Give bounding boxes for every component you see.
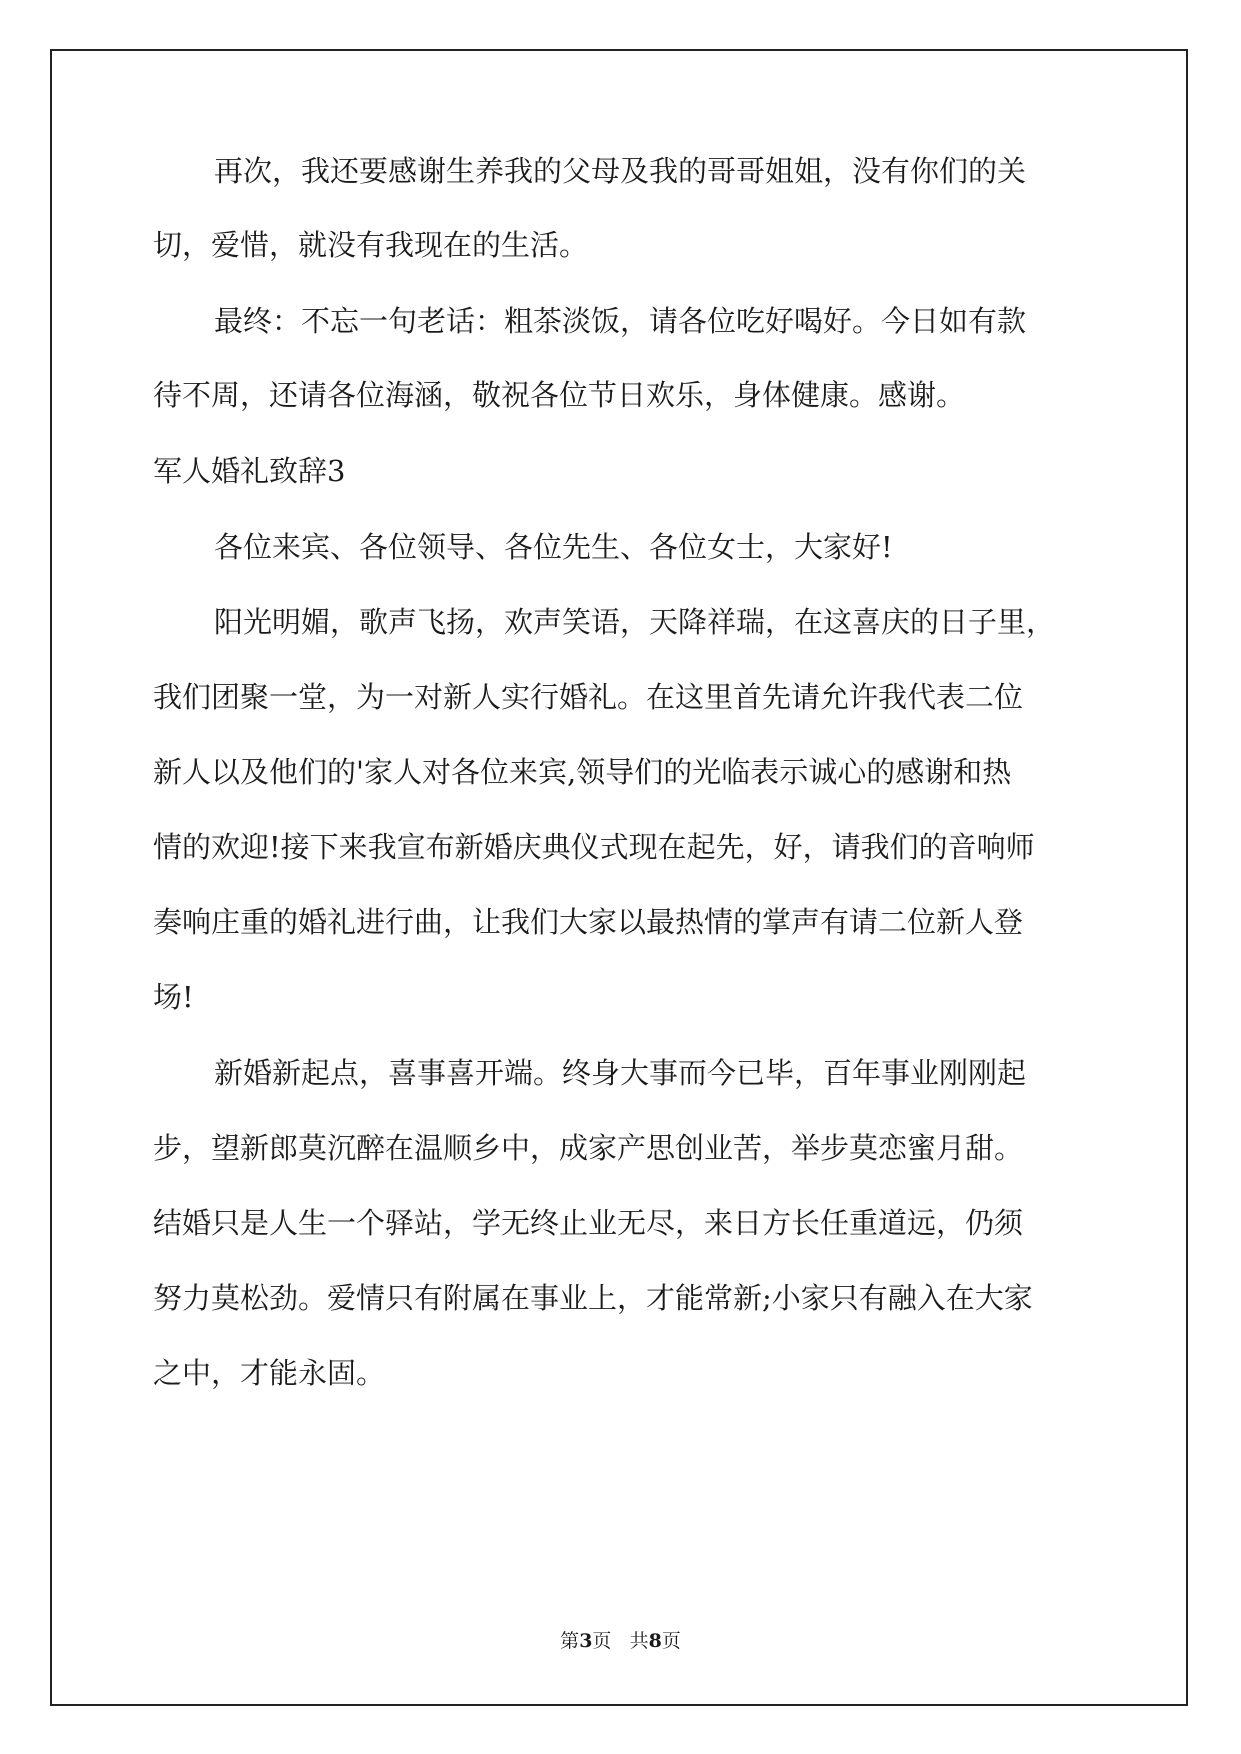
paragraph-line: 奏响庄重的婚礼进行曲，让我们大家以最热情的掌声有请二位新人登: [153, 905, 1024, 939]
paragraph-line: 新婚新起点，喜事喜开端。终身大事而今已毕，百年事业刚刚起: [214, 1056, 1027, 1090]
page-suffix: 页: [592, 1630, 612, 1652]
total-prefix: 共: [629, 1630, 649, 1652]
paragraph-line: 之中，才能永固。: [153, 1356, 386, 1390]
paragraph-line: 新人以及他们的'家人对各位来宾,领导们的光临表示诚心的感谢和热: [153, 755, 1012, 789]
page-footer: [0, 1626, 1241, 1653]
paragraph-line: 阳光明媚，歌声飞扬，欢声笑语，天降祥瑞，在这喜庆的日子里，: [214, 605, 1056, 639]
paragraph-line: 待不周，还请各位海涵，敬祝各位节日欢乐，身体健康。感谢。: [153, 378, 966, 412]
total-suffix: 页: [661, 1630, 681, 1652]
page-number: 3: [579, 1630, 593, 1652]
paragraph-line: 步，望新郎莫沉醉在温顺乡中，成家产思创业苦，举步莫恋蜜月甜。: [153, 1131, 1024, 1165]
paragraph-line: 再次，我还要感谢生养我的父母及我的哥哥姐姐，没有你们的关: [214, 154, 1027, 188]
paragraph-line: 我们团聚一堂，为一对新人实行婚礼。在这里首先请允许我代表二位: [153, 680, 1024, 714]
paragraph-line: 结婚只是人生一个驿站，学无终止业无尽，来日方长任重道远，仍须: [153, 1206, 1024, 1240]
total-pages: 8: [648, 1630, 662, 1652]
section-heading: 军人婚礼致辞3: [153, 454, 346, 488]
page-prefix: 第: [560, 1630, 580, 1652]
paragraph-line: 最终：不忘一句老话：粗茶淡饭，请各位吃好喝好。今日如有款: [214, 304, 1027, 338]
paragraph-line: 切，爱惜，就没有我现在的生活。: [153, 228, 589, 262]
page-frame: [50, 49, 1188, 1706]
paragraph-line: 场!: [153, 980, 194, 1014]
paragraph-line: 情的欢迎!接下来我宣布新婚庆典仪式现在起先，好，请我们的音响师: [153, 830, 1035, 864]
paragraph-line: 努力莫松劲。爱情只有附属在事业上，才能常新;小家只有融入在大家: [153, 1281, 1033, 1315]
greeting-line: 各位来宾、各位领导、各位先生、各位女士，大家好!: [214, 530, 893, 564]
